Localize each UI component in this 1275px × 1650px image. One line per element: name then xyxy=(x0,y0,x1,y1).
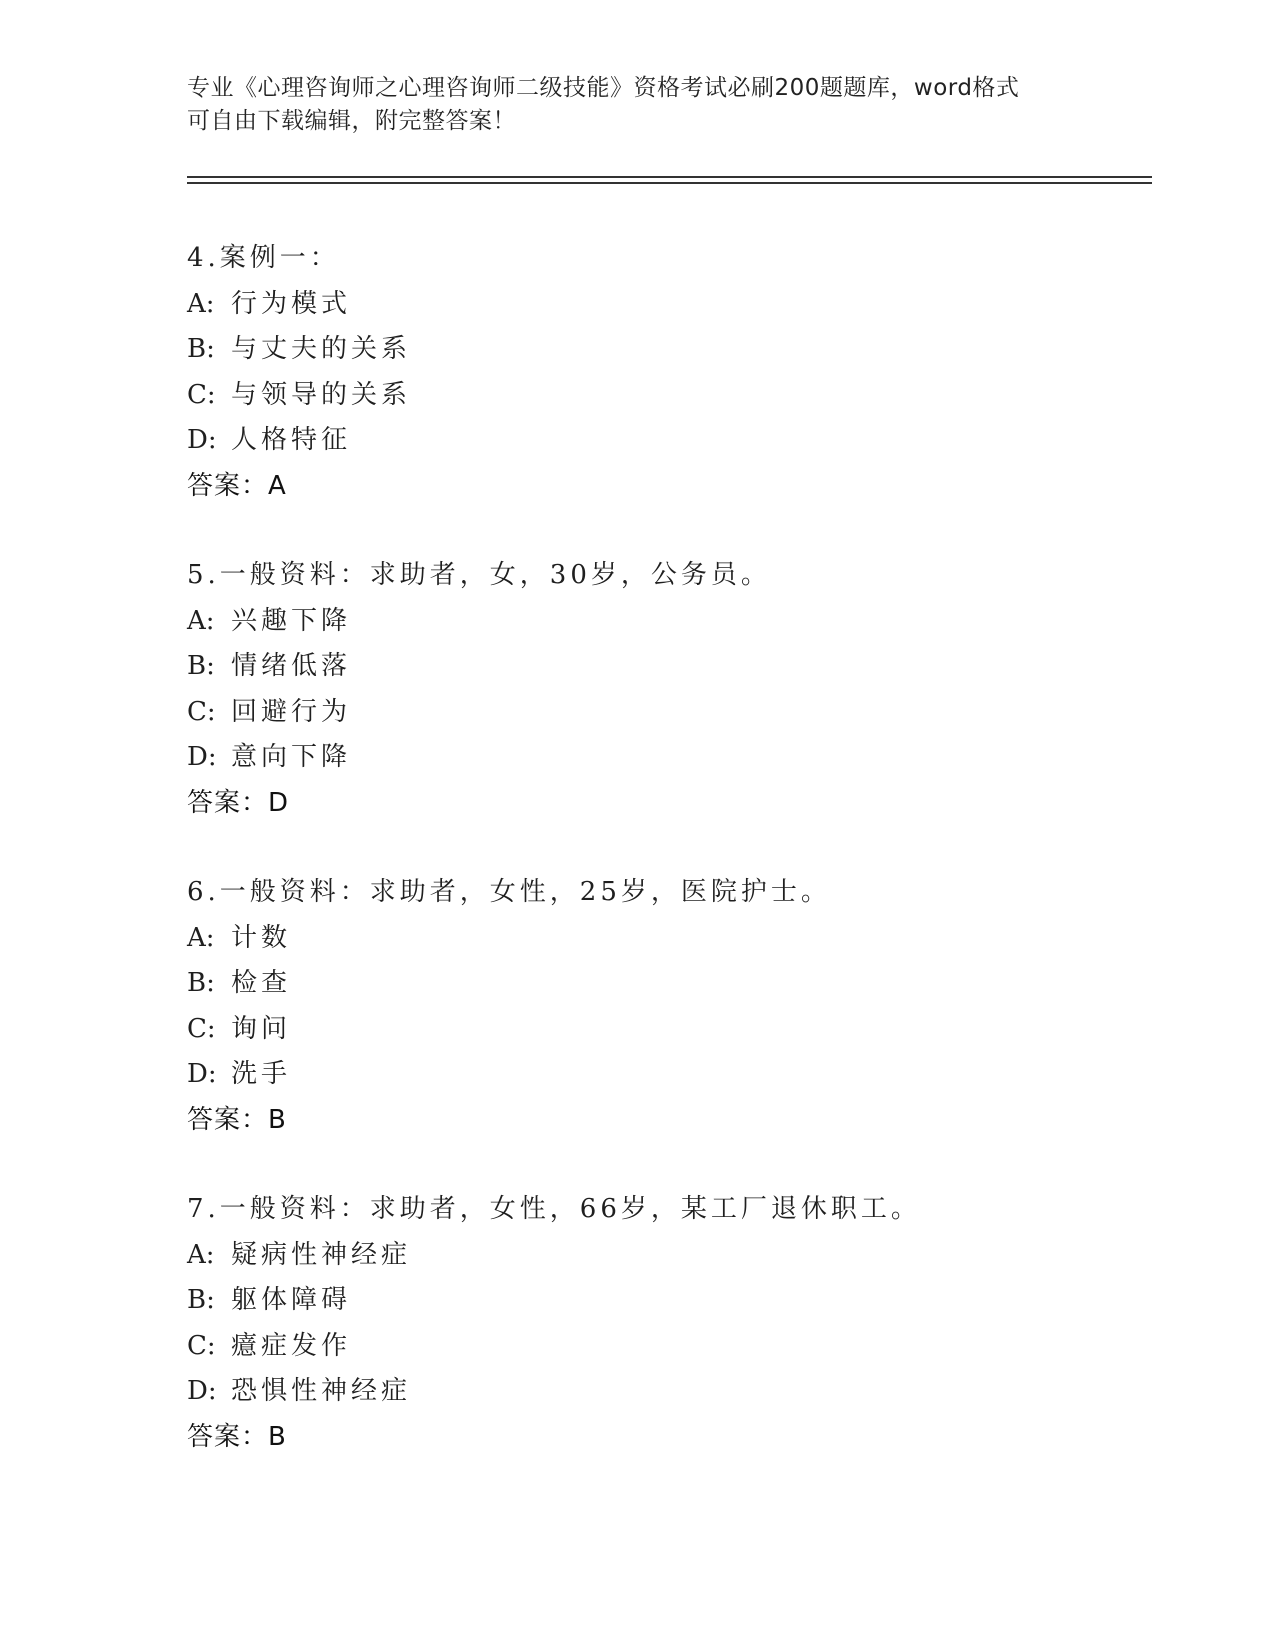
option-b xyxy=(187,961,1147,1007)
question-stem: 7.一般资料：求助者，女性，66岁，某工厂退休职工。 xyxy=(187,1194,921,1224)
document-header xyxy=(187,72,1087,138)
option-letter: D: xyxy=(187,425,217,455)
option-text: 癔症发作 xyxy=(231,1330,352,1361)
option-c xyxy=(187,690,1147,736)
option-text: 躯体障碍 xyxy=(231,1285,352,1315)
option-a xyxy=(187,1233,1147,1279)
option-text: 计数 xyxy=(231,922,292,953)
option-letter: C: xyxy=(187,696,216,727)
option-c xyxy=(187,1007,1147,1053)
option-letter: A: xyxy=(187,922,215,953)
option-text: 意向下降 xyxy=(231,742,352,772)
option-letter: C: xyxy=(187,379,216,410)
option-text: 人格特征 xyxy=(231,425,352,455)
header-line-1: 专业《心理咨询师之心理咨询师二级技能》资格考试必刷200题题库，word格式 xyxy=(187,75,1020,101)
answer-line: 答案：A xyxy=(187,470,287,501)
option-letter: C: xyxy=(187,1330,216,1361)
option-letter: B: xyxy=(187,334,215,364)
option-letter: B: xyxy=(187,968,215,998)
answer-line: 答案：B xyxy=(187,1421,287,1452)
option-letter: D: xyxy=(187,1376,217,1406)
question-stem: 4.案例一： xyxy=(187,243,340,273)
question-6 xyxy=(187,870,1147,1143)
header-divider-top xyxy=(187,176,1152,178)
option-d xyxy=(187,735,1147,781)
option-text: 情绪低落 xyxy=(231,651,352,681)
option-a xyxy=(187,282,1147,328)
option-b xyxy=(187,644,1147,690)
option-text: 与丈夫的关系 xyxy=(231,334,412,364)
question-list xyxy=(187,236,1147,1460)
option-letter: D: xyxy=(187,1059,217,1089)
answer-line: 答案：D xyxy=(187,787,290,818)
option-text: 恐惧性神经症 xyxy=(231,1376,412,1406)
option-letter: D: xyxy=(187,742,217,772)
option-d xyxy=(187,1052,1147,1098)
option-text: 回避行为 xyxy=(231,696,352,727)
option-text: 疑病性神经症 xyxy=(231,1239,412,1270)
option-b xyxy=(187,1278,1147,1324)
question-4 xyxy=(187,236,1147,509)
option-letter: C: xyxy=(187,1013,216,1044)
option-d xyxy=(187,418,1147,464)
option-letter: A: xyxy=(187,605,215,636)
question-5 xyxy=(187,553,1147,826)
answer-line: 答案：B xyxy=(187,1104,287,1135)
option-a xyxy=(187,916,1147,962)
header-divider-bottom xyxy=(187,182,1152,184)
option-letter: A: xyxy=(187,288,215,319)
question-stem: 5.一般资料：求助者，女，30岁，公务员。 xyxy=(187,560,771,590)
option-text: 行为模式 xyxy=(231,288,352,319)
option-a xyxy=(187,599,1147,645)
option-letter: A: xyxy=(187,1239,215,1270)
option-text: 检查 xyxy=(231,968,292,998)
option-text: 询问 xyxy=(231,1013,292,1044)
question-stem: 6.一般资料：求助者，女性，25岁，医院护士。 xyxy=(187,877,831,907)
option-c xyxy=(187,1324,1147,1370)
option-letter: B: xyxy=(187,651,215,681)
option-b xyxy=(187,327,1147,373)
option-text: 洗手 xyxy=(231,1059,292,1089)
option-text: 与领导的关系 xyxy=(231,379,412,410)
option-d xyxy=(187,1369,1147,1415)
option-c xyxy=(187,373,1147,419)
question-7 xyxy=(187,1187,1147,1460)
header-line-2: 可自由下载编辑，附完整答案！ xyxy=(187,108,516,134)
option-text: 兴趣下降 xyxy=(231,605,352,636)
option-letter: B: xyxy=(187,1285,215,1315)
